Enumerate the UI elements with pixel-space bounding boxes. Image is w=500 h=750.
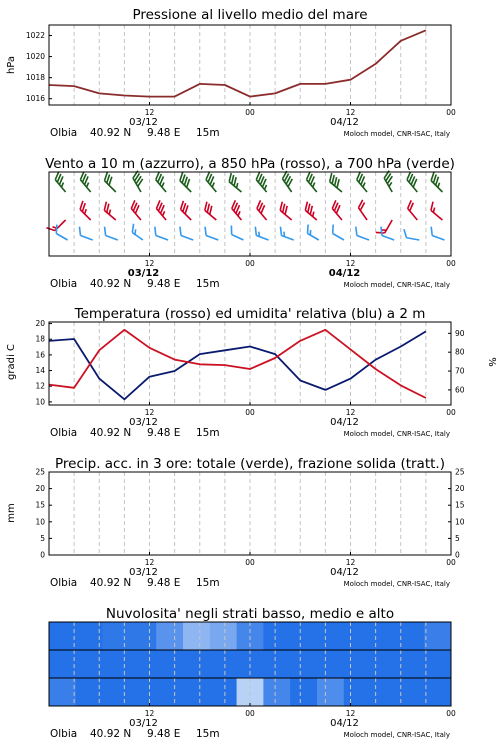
y-tick-label: 0 [455, 550, 460, 560]
cloud-cell [103, 622, 130, 650]
location-lat: 40.92 N [90, 728, 132, 740]
cloud-cell [183, 622, 210, 650]
barb-shaft [206, 236, 218, 240]
model-credit: Moloch model, CNR-ISAC, Italy [343, 731, 450, 739]
wind-barb [354, 172, 373, 192]
wind-barb [327, 173, 347, 192]
barb-flag [378, 227, 384, 236]
y-tick-label: 5 [455, 533, 460, 543]
cloud-cell [156, 678, 183, 706]
y-tick-label: 1016 [25, 94, 45, 104]
barb-shaft [181, 236, 193, 240]
cloud-cell [263, 622, 290, 650]
y-tick-label: 20 [35, 319, 45, 329]
x-tick-label: 00 [446, 558, 456, 567]
barb-flag [353, 227, 359, 236]
location-elevation: 15m [196, 127, 220, 139]
location-lon: 9.48 E [147, 278, 181, 290]
barb-shaft [407, 238, 420, 240]
model-credit: Moloch model, CNR-ISAC, Italy [343, 580, 450, 588]
pressure-frame [49, 25, 451, 105]
cloud-cell [371, 622, 398, 650]
wind-barb [404, 172, 423, 192]
wind-barb [356, 200, 373, 220]
wind-barb [154, 200, 172, 220]
barb-shaft [358, 208, 367, 220]
cloud-cell [263, 678, 290, 706]
precip-ylabel: mm [6, 503, 17, 523]
wind-barb [226, 173, 246, 192]
wind-barb [53, 225, 72, 240]
wind-xticks [50, 253, 456, 290]
cloud-cell [129, 678, 156, 706]
location-lon: 9.48 E [147, 577, 181, 589]
model-credit: Moloch model, CNR-ISAC, Italy [343, 430, 450, 438]
x-tick-label: 00 [446, 259, 456, 268]
date-label: 03/12 [129, 117, 158, 128]
precip-panel [6, 456, 465, 589]
cloud-cell [103, 678, 130, 706]
barb-shaft [431, 210, 442, 220]
pressure-xticks [50, 102, 456, 139]
cloud-cell [317, 650, 344, 678]
barb-flag [278, 227, 284, 236]
cloud-cell [371, 678, 398, 706]
cloud-cell [290, 678, 317, 706]
cloud-cell [49, 622, 76, 650]
wind-title: Vento a 10 m (azzurro), a 850 hPa (rosso), a 700 hPa (verde) [45, 156, 455, 172]
wind-barb [403, 229, 421, 240]
location-lat: 40.92 N [90, 577, 132, 589]
barb-flag [228, 226, 235, 235]
x-tick-label: 00 [245, 709, 255, 718]
y-tick-label: 14 [35, 366, 45, 376]
y-tick-label: 5 [40, 533, 45, 543]
barb-flag [46, 225, 54, 233]
cloud-cell [424, 678, 451, 706]
y-tick-label: 10 [35, 517, 45, 527]
wind-barb [102, 172, 122, 192]
temperature-title: Temperatura (rosso) ed umidita' relativa (blu) a 2 m [74, 306, 426, 322]
date-label: 04/12 [330, 567, 359, 578]
wind-barb [101, 202, 121, 220]
y-tick-label: 25 [455, 467, 465, 477]
wind-grid [74, 172, 426, 256]
temperature-series [49, 330, 426, 400]
location-elevation: 15m [196, 427, 220, 439]
wind-barb [203, 172, 222, 192]
temperature-line [49, 330, 426, 398]
y-tick-label: 70 [455, 366, 465, 376]
cloud-cell [156, 650, 183, 678]
wind-barb [428, 227, 447, 240]
date-label: 04/12 [330, 718, 359, 729]
wind-barb [330, 200, 348, 220]
y-tick-label: 16 [35, 350, 45, 360]
cloud-cell [129, 650, 156, 678]
wind-barb [153, 172, 172, 192]
cloud-cell [156, 622, 183, 650]
location-lon: 9.48 E [147, 127, 181, 139]
cloud-cell [49, 650, 76, 678]
y-tick-label: 20 [455, 484, 465, 494]
cloud-cell [371, 650, 398, 678]
date-label: 03/12 [129, 567, 158, 578]
barb-shaft [56, 234, 67, 241]
y-tick-label: 80 [455, 347, 465, 357]
barb-shaft [132, 233, 143, 240]
wind-barb [428, 172, 448, 192]
wind-barb [253, 227, 272, 240]
barb-flag [77, 227, 83, 236]
barb-shaft [106, 236, 118, 240]
barb-shaft [432, 236, 444, 240]
pressure-series [49, 30, 426, 96]
cloud-cell [210, 678, 237, 706]
x-tick-label: 12 [345, 558, 356, 567]
wind-barb [177, 227, 196, 240]
barb-flag [428, 227, 434, 236]
location-name: Olbia [50, 577, 78, 589]
pressure-line [49, 30, 426, 96]
x-tick-label: 00 [245, 558, 255, 567]
cloud-cell [290, 650, 317, 678]
cloud-cell [344, 650, 371, 678]
cloud-cell [263, 650, 290, 678]
location-elevation: 15m [196, 278, 220, 290]
cloud-cell [344, 678, 371, 706]
cloud-cell [210, 650, 237, 678]
location-name: Olbia [50, 127, 78, 139]
cloud-cell [49, 678, 76, 706]
location-elevation: 15m [196, 577, 220, 589]
y-tick-label: 20 [35, 484, 45, 494]
location-name: Olbia [50, 427, 78, 439]
barb-shaft [357, 236, 369, 240]
cloud-panel [49, 606, 456, 740]
wind-barb [178, 201, 197, 220]
cloud-cell [183, 678, 210, 706]
wind-barb [152, 227, 171, 240]
x-tick-label: 12 [345, 259, 356, 268]
temperature-grid [74, 322, 426, 405]
cloud-cell [397, 650, 424, 678]
barb-shaft [408, 209, 418, 220]
wind-barb [278, 227, 297, 240]
cloud-cell [424, 650, 451, 678]
date-label: 03/12 [129, 718, 158, 729]
y-tick-label: 18 [35, 334, 45, 344]
date-label: 04/12 [328, 268, 361, 279]
date-label: 04/12 [330, 417, 359, 428]
y-tick-label: 1022 [25, 31, 45, 41]
cloud-cell [344, 622, 371, 650]
wind-barb [202, 227, 221, 240]
cloud-cell [103, 650, 130, 678]
y-tick-label: 15 [35, 500, 45, 510]
location-name: Olbia [50, 278, 78, 290]
x-tick-label: 00 [446, 709, 456, 718]
wind-barb [304, 225, 323, 240]
y-tick-label: 10 [455, 517, 465, 527]
temperature-yticks [35, 319, 52, 406]
wind-barb [353, 227, 372, 240]
wind-barb [302, 202, 322, 220]
wind-barb [177, 172, 197, 192]
humidity-ylabel: % [486, 357, 497, 367]
wind-barb [78, 172, 97, 192]
wind-barb [304, 172, 323, 192]
x-tick-label: 12 [144, 259, 155, 268]
y-tick-label: 1020 [25, 52, 45, 62]
barb-shaft [333, 234, 344, 241]
barb-flag [253, 227, 259, 236]
cloud-cell [210, 622, 237, 650]
wind-barb [131, 171, 148, 192]
y-tick-label: 1018 [25, 73, 45, 83]
wind-barb [280, 171, 298, 192]
cloud-cell [290, 622, 317, 650]
temperature-ylabel: gradi C [6, 344, 17, 380]
barb-shaft [232, 235, 244, 240]
barb-shaft [382, 236, 394, 240]
location-name: Olbia [50, 728, 78, 740]
x-tick-label: 12 [144, 558, 155, 567]
location-lat: 40.92 N [90, 278, 132, 290]
precip-xticks [50, 552, 456, 589]
date-label: 04/12 [330, 117, 359, 128]
y-tick-label: 0 [40, 550, 45, 560]
barb-flag [177, 227, 183, 236]
wind-panel [45, 156, 456, 290]
wind-barb [405, 200, 423, 220]
wind-barb [77, 201, 96, 220]
cloud-cell [183, 650, 210, 678]
barb-shaft [156, 236, 168, 240]
x-tick-label: 00 [245, 108, 255, 117]
y-tick-label: 60 [455, 385, 465, 395]
x-tick-label: 12 [144, 709, 155, 718]
wind-barb [277, 202, 297, 220]
cloud-title: Nuvolosita' negli strati basso, medio e alto [105, 606, 395, 622]
x-tick-label: 00 [245, 259, 255, 268]
barb-flag [152, 227, 158, 236]
wind-barb [376, 216, 392, 236]
x-tick-label: 00 [446, 108, 456, 117]
cloud-cell [129, 622, 156, 650]
temperature-panel [6, 306, 497, 439]
date-label: 03/12 [129, 417, 158, 428]
barb-shaft [80, 236, 92, 240]
temperature-xticks [50, 402, 456, 439]
cloud-xticks [50, 703, 456, 740]
pressure-ylabel: hPa [6, 55, 17, 75]
pressure-panel [6, 7, 456, 139]
wind-barb [254, 172, 273, 192]
x-tick-label: 12 [345, 108, 356, 117]
y-tick-label: 12 [35, 381, 45, 391]
location-lon: 9.48 E [147, 427, 181, 439]
barb-flag [329, 225, 336, 234]
y-tick-label: 10 [35, 397, 45, 407]
location-lat: 40.92 N [90, 427, 132, 439]
pressure-title: Pressione al livello medio del mare [132, 7, 368, 23]
model-credit: Moloch model, CNR-ISAC, Italy [343, 281, 450, 289]
wind-barb [254, 200, 272, 220]
location-lon: 9.48 E [147, 728, 181, 740]
barb-flag [403, 229, 408, 238]
y-tick-label: 25 [35, 467, 45, 477]
y-tick-label: 90 [455, 328, 465, 338]
wind-barb [382, 171, 399, 192]
wind-barb [102, 227, 121, 240]
wind-barb [53, 172, 72, 192]
wind-barb [229, 200, 247, 220]
pressure-yticks [26, 31, 52, 103]
wind-barb [202, 202, 222, 220]
location-lat: 40.92 N [90, 127, 132, 139]
barb-flag [202, 227, 208, 236]
cloud-cell [424, 622, 451, 650]
x-tick-label: 12 [144, 108, 155, 117]
cloud-cell [397, 622, 424, 650]
wind-barb [329, 225, 348, 240]
barb-flag [102, 227, 108, 236]
x-tick-label: 12 [345, 709, 356, 718]
date-label: 03/12 [127, 268, 160, 279]
wind-barb [77, 227, 96, 240]
x-tick-label: 12 [144, 408, 155, 417]
precip-grid [74, 472, 426, 555]
cloud-cell [317, 678, 344, 706]
barb-shaft [385, 220, 393, 233]
wind-barb [129, 224, 148, 240]
x-tick-label: 00 [446, 408, 456, 417]
wind-barb [129, 200, 147, 220]
barb-shaft [281, 236, 293, 240]
cloud-cell [317, 622, 344, 650]
precip-title: Precip. acc. in 3 ore: totale (verde), frazione solida (tratt.) [55, 456, 445, 472]
barb-shaft [256, 236, 268, 240]
cloud-cell [397, 678, 424, 706]
wind-barb [428, 202, 448, 220]
barb-shaft [308, 234, 319, 241]
y-tick-label: 15 [455, 500, 465, 510]
location-elevation: 15m [196, 728, 220, 740]
x-tick-label: 12 [345, 408, 356, 417]
wind-barb [228, 226, 247, 240]
humidity-line [49, 331, 426, 399]
model-credit: Moloch model, CNR-ISAC, Italy [343, 130, 450, 138]
wind-barbs [46, 171, 448, 240]
x-tick-label: 00 [245, 408, 255, 417]
